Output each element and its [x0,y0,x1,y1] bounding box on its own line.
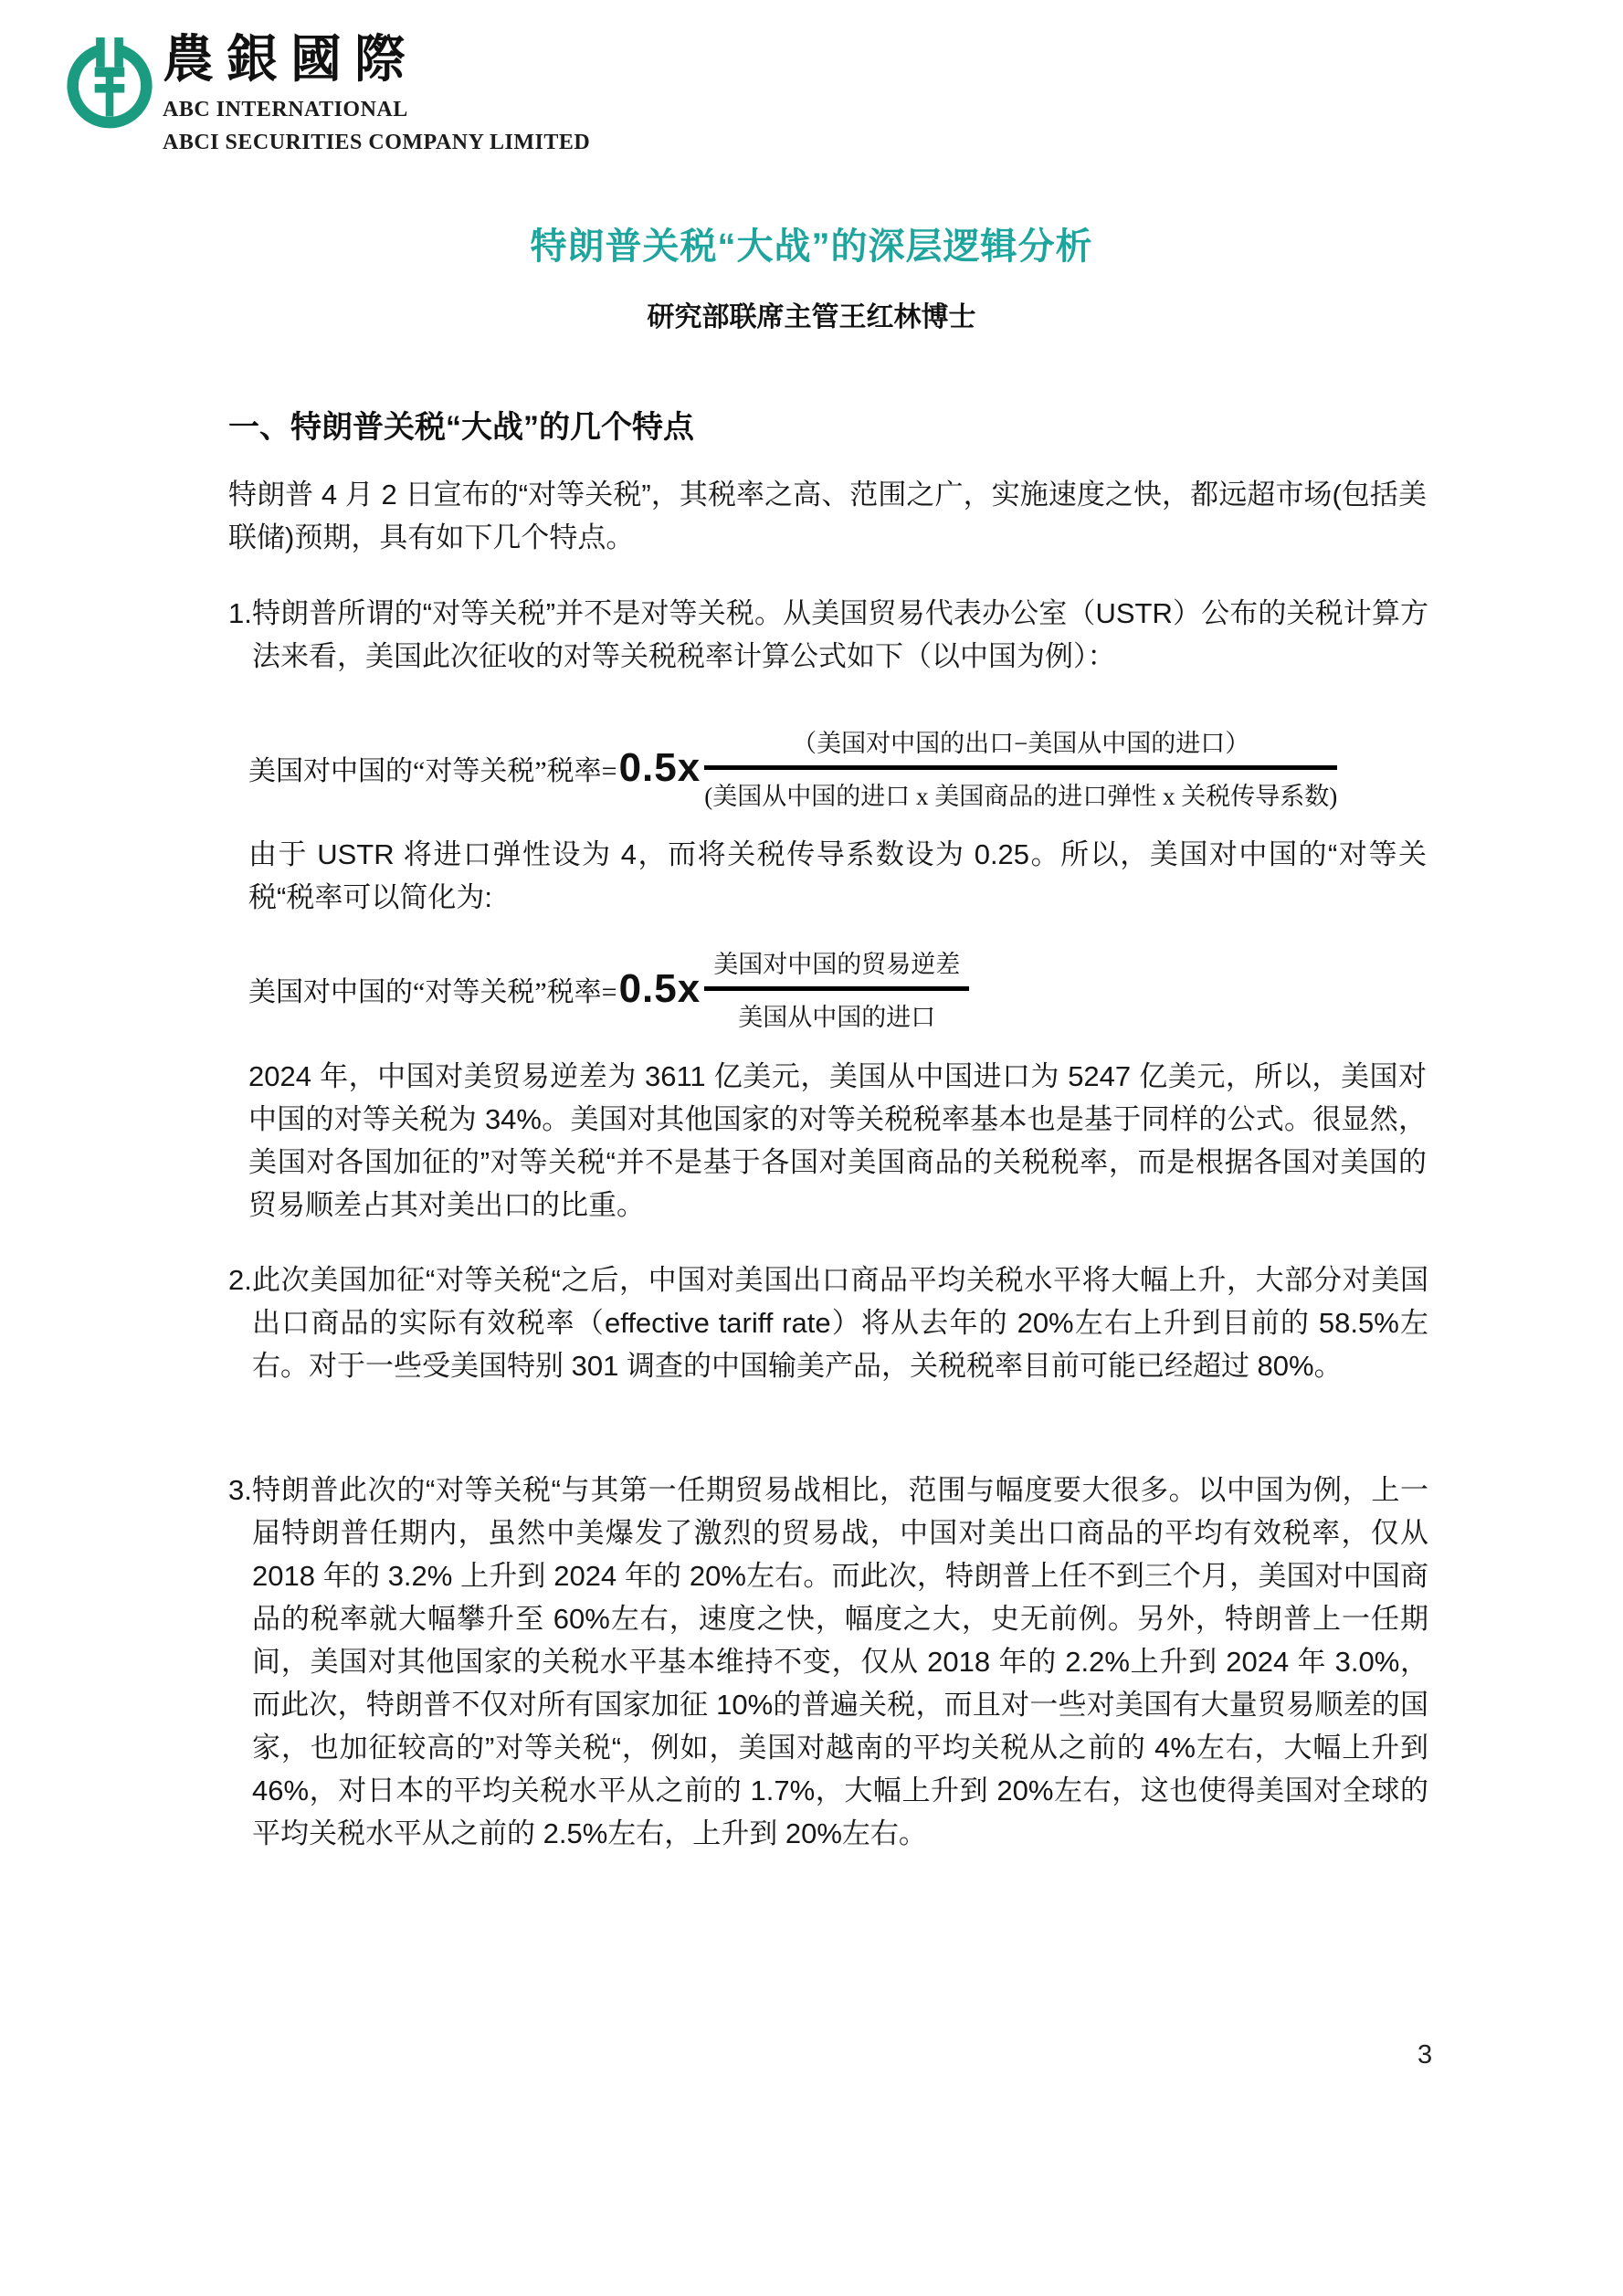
company-name-chinese: 農銀國際 [163,32,418,89]
fraction-numerator: 美国对中国的贸易逆差 [713,951,961,978]
tariff-formula-full [248,723,1337,812]
author-byline: 研究部联席主管王红林博士 [647,302,976,332]
company-name-english: ABC INTERNATIONAL [163,97,408,121]
letterhead-text [163,33,590,155]
company-legal-name: ABCI SECURITIES COMPANY LIMITED [163,130,591,154]
fraction-numerator: （美国对中国的出口−美国从中国的进口） [792,730,1250,757]
letterhead [66,33,590,155]
logo-wheat [95,37,125,116]
list-number: 1. [228,597,252,629]
ustr-paragraph: 由于 USTR 将进口弹性设为 4，而将关税传导系数设为 0.25。所以，美国对中国的“对等关税“税率可以简化为: [248,838,1427,913]
fraction-denominator: (美国从中国的进口 x 美国商品的进口弹性 x 关税传导系数) [704,783,1338,810]
section-heading: 一、特朗普关税“大战”的几个特点 [228,410,694,445]
abc-bank-logo-icon [66,33,153,132]
formula-fraction [704,944,969,1033]
list-item-3 [228,1469,1428,1855]
formula-lhs: 美国对中国的“对等关税”税率= [248,976,617,1007]
formula-lhs: 美国对中国的“对等关税”税率= [248,755,617,786]
list-item-1 [228,592,1428,678]
list-item-2 [228,1259,1428,1387]
list-number: 3. [228,1474,252,1506]
list-number: 2. [228,1264,252,1296]
formula-coefficient: 0.5x [618,744,701,790]
list-item-text: 特朗普所谓的“对等关税”并不是对等关税。从美国贸易代表办公室（USTR）公布的关税计算方法来看，美国此次征收的对等关税税率计算公式如下（以中国为例）： [252,597,1428,672]
intro-paragraph: 特朗普 4 月 2 日宣布的“对等关税”，其税率之高、范围之广，实施速度之快，都远超市场(包括美联储)预期，具有如下几个特点。 [228,479,1427,553]
list-item-text: 特朗普此次的“对等关税“与其第一任期贸易战相比，范围与幅度要大很多。以中国为例，上一届特朗普任期内，虽然中美爆发了激烈的贸易战，中国对美出口商品的平均有效税率，仅从 2018 年的 3.2% 上升到 2024 年的 20%左右。而此次，特朗普上任不到三个月，美国对中国商品的税率就大幅攀升至 60%左右，速度之快，幅度之大，史无前例。另外，特朗普上一任期间，美国对其他国家的关税水平基本维持不变，仅从 2018 年的 2.2%上升到 2024 年 3.0%，而此次，特朗普不仅对所有国家加征 10%的普遍关税，而且对一些对美国有大量贸易顺差的国家，也加征较高的”对等关税“，例如，美国对越南的平均关税从之前的 4%左右，大幅上升到 46%，对日本的平均关税水平从之前的 1.7%，大幅上升到 20%左右，这也使得美国对全球的平均关税水平从之前的 2.5%左右，上升到 20%左右。 [252,1474,1428,1849]
document-title: 特朗普关税“大战”的深层逻辑分析 [530,226,1093,267]
page-number: 3 [1417,2040,1433,2070]
formula-coefficient: 0.5x [618,965,701,1011]
formula-fraction [704,723,1337,812]
list-item-text: 此次美国加征“对等关税“之后，中国对美国出口商品平均关税水平将大幅上升，大部分对美国出口商品的实际有效税率（effective tariff rate）将从去年的 20%左右上升到目前的 58.5%左右。对于一些受美国特别 301 调查的中国输美产品，关税税率目前可能已经超过 80%。 [252,1264,1428,1382]
fraction-denominator: 美国从中国的进口 [738,1004,936,1031]
trade-deficit-paragraph: 2024 年，中国对美贸易逆差为 3611 亿美元，美国从中国进口为 5247 亿美元，所以，美国对中国的对等关税为 34%。美国对其他国家的对等关税税率基本也是基于同样的公式。很显然，美国对各国加征的”对等关税“并不是基于各国对美国商品的关税税率，而是根据各国对美国的贸易顺差占其对美出口的比重。 [248,1060,1427,1221]
tariff-formula-simplified [248,944,969,1033]
